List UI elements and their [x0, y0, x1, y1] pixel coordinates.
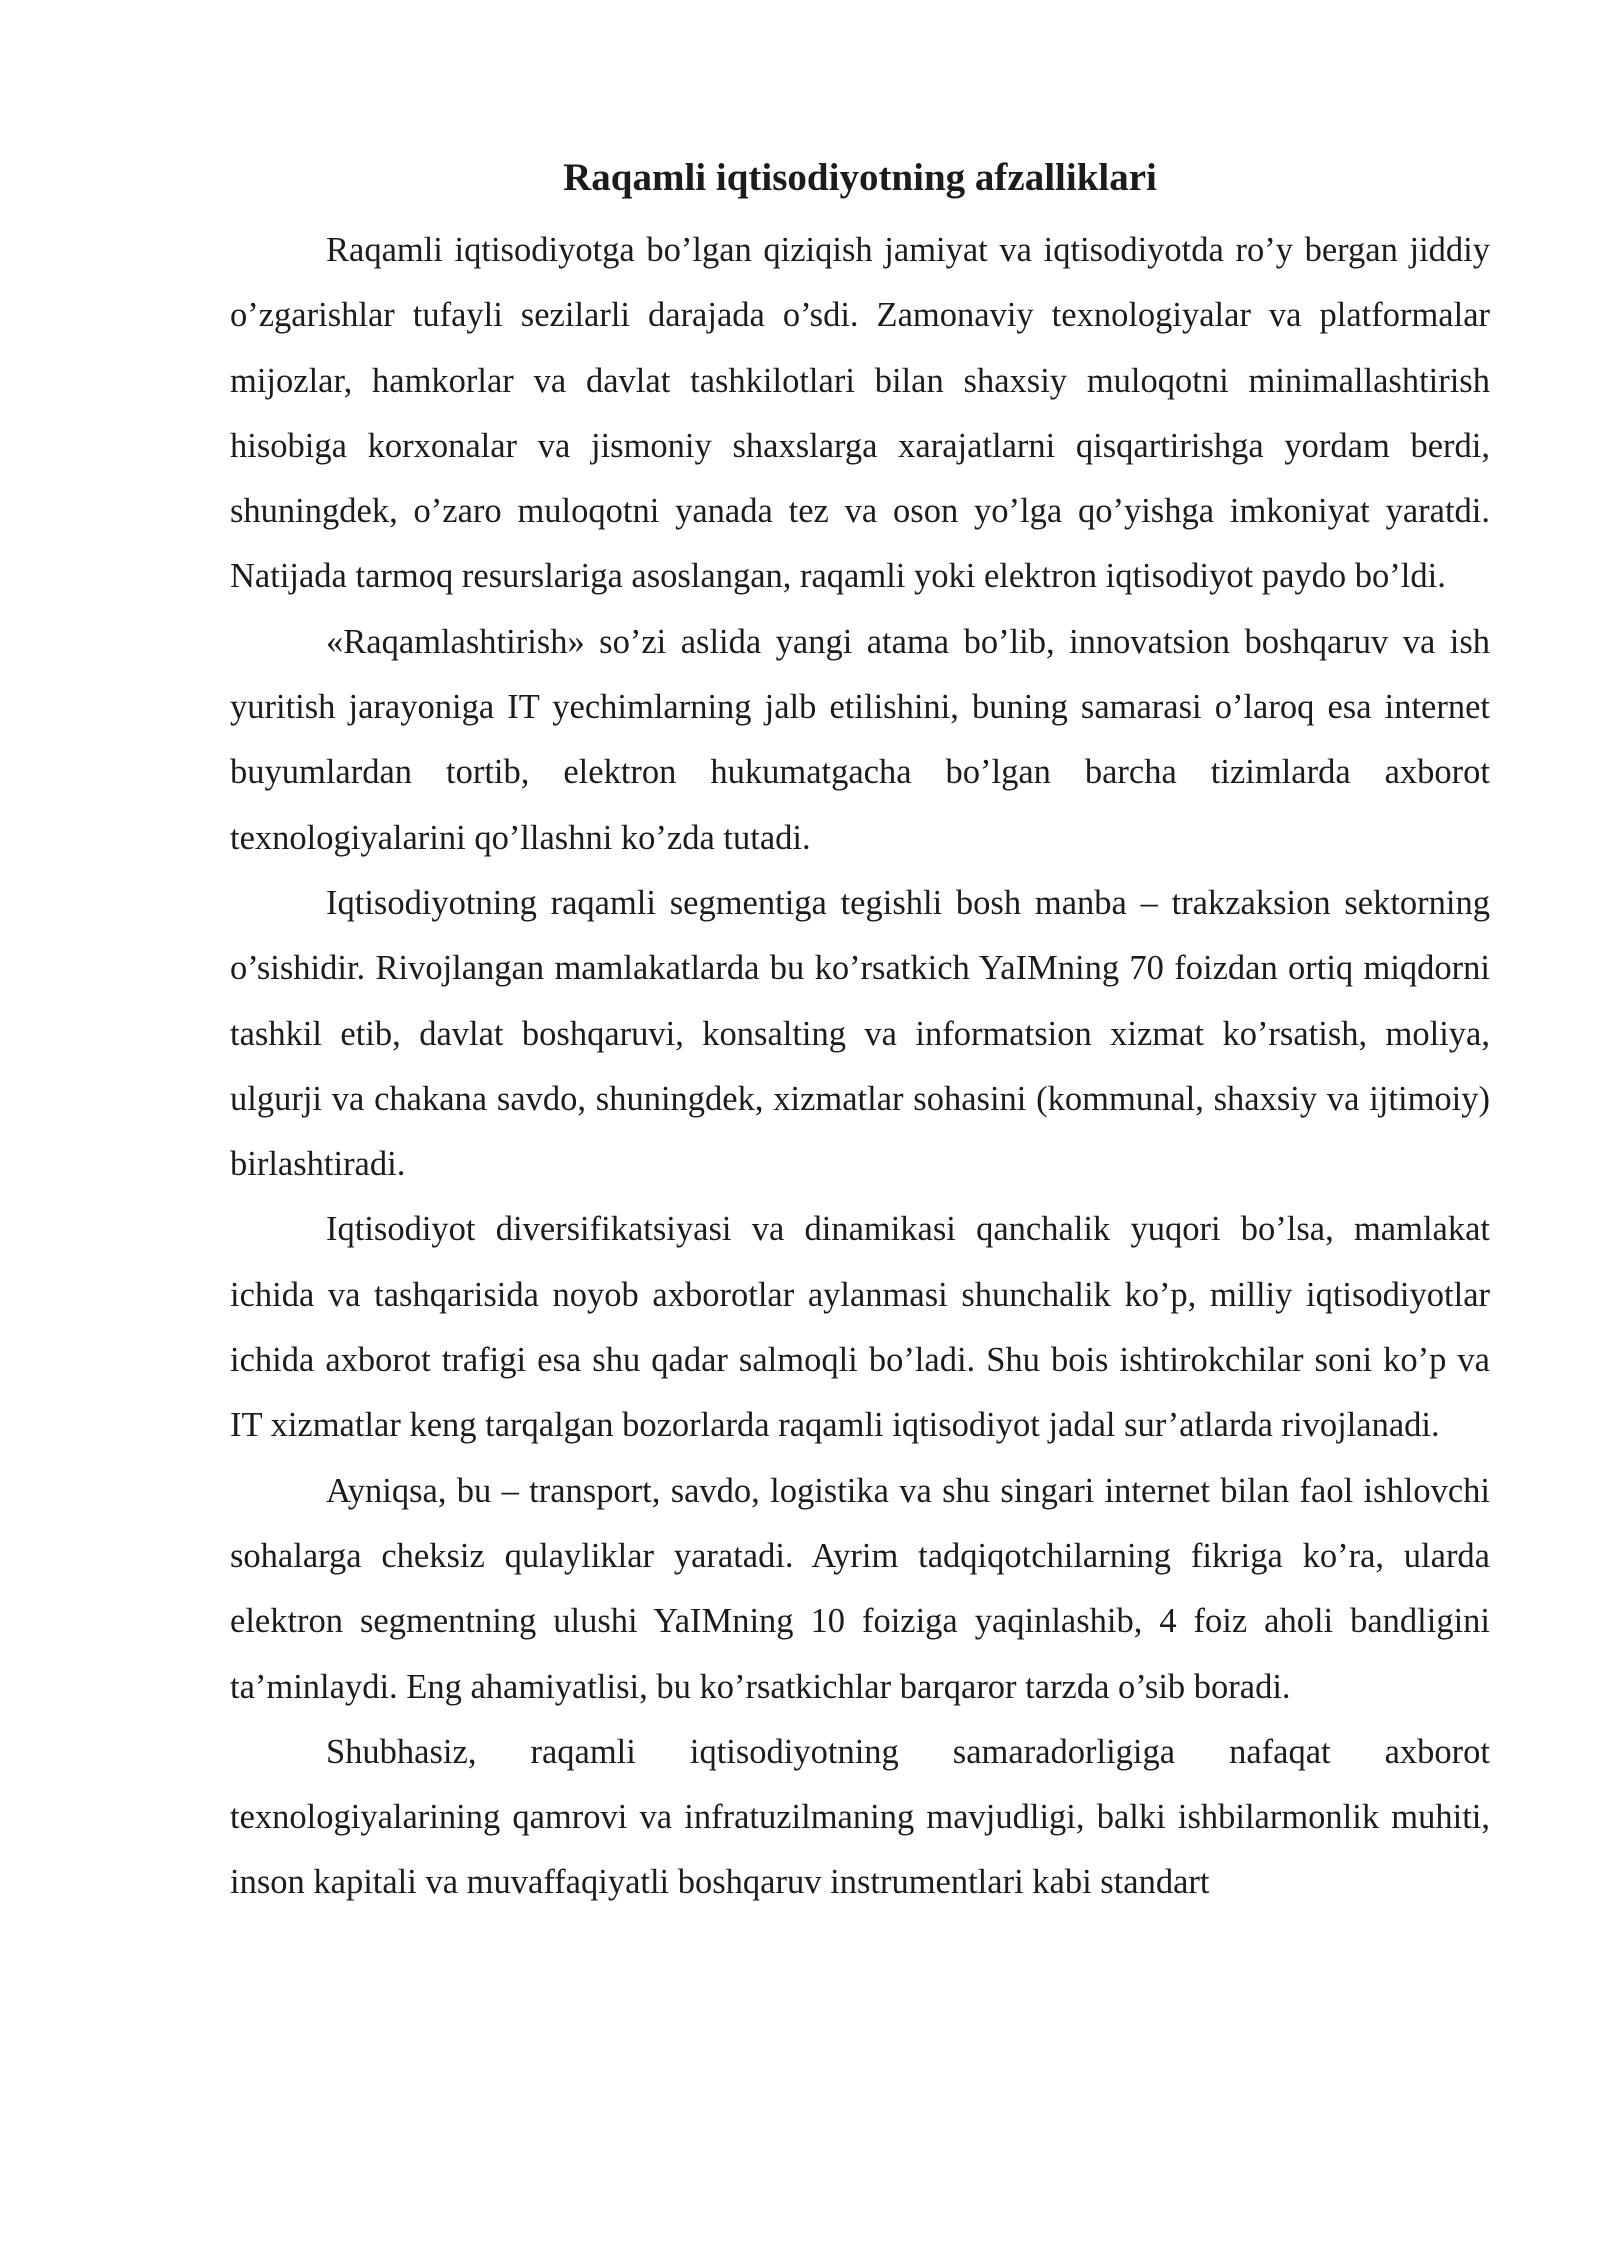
document-body: [230, 218, 1490, 1916]
paragraph-1: Raqamli iqtisodiyotga bo’lgan qiziqish jamiyat va iqtisodiyotda ro’y bergan jiddiy o’zgarishlar tufayli sezilarli darajada o’sdi. Zamonaviy texnologiyalar va platformalar mijozlar, hamkorlar va davlat tashkilotlari bilan shaxsiy muloqotni minimallashtirish hisobiga korxonalar va jismoniy shaxslarga xarajatlarni qisqartirishga yordam berdi, shuningdek, o’zaro muloqotni yanada tez va oson yo’lga qo’yishga imkoniyat yaratdi. Natijada tarmoq resurslariga asoslangan, raqamli yoki elektron iqtisodiyot paydo bo’ldi.: [230, 231, 1490, 596]
paragraph-6: Shubhasiz, raqamli iqtisodiyotning samaradorligiga nafaqat axborot texnologiyalarining qamrovi va infratuzilmaning mavjudligi, balki ishbilarmonlik muhiti, inson kapitali va muvaffaqiyatli boshqaruv instrumentlari kabi standart: [230, 1732, 1490, 1902]
paragraph-4: Iqtisodiyot diversifikatsiyasi va dinamikasi qanchalik yuqori bo’lsa, mamlakat ichida va tashqarisida noyob axborotlar aylanmasi shunchalik ko’p, milliy iqtisodiyotlar ichida axborot trafigi esa shu qadar salmoqli bo’ladi. Shu bois ishtirokchilar soni ko’p va IT xizmatlar keng tarqalgan bozorlarda raqamli iqtisodiyot jadal sur’atlarda rivojlanadi.: [230, 1210, 1490, 1445]
paragraph-2: «Raqamlashtirish» so’zi aslida yangi atama bo’lib, innovatsion boshqaruv va ish yuritish jarayoniga IT yechimlarning jalb etilishini, buning samarasi o’laroq esa internet buyumlardan tortib, elektron hukumatgacha bo’lgan barcha tizimlarda axborot texnologiyalarini qo’llashni ko’zda tutadi.: [230, 622, 1490, 857]
document-title: Raqamli iqtisodiyotning afzalliklari: [563, 156, 1157, 199]
paragraph-5: Ayniqsa, bu – transport, savdo, logistika va shu singari internet bilan faol ishlovchi sohalarga cheksiz qulayliklar yaratadi. Ayrim tadqiqotchilarning fikriga ko’ra, ularda elektron segmentning ulushi YaIMning 10 foiziga yaqinlashib, 4 foiz aholi bandligini ta’minlaydi. Eng ahamiyatlisi, bu ko’rsatkichlar barqaror tarzda o’sib boradi.: [230, 1471, 1490, 1706]
paragraph-3: Iqtisodiyotning raqamli segmentiga tegishli bosh manba – trakzaksion sektorning o’sishidir. Rivojlangan mamlakatlarda bu ko’rsatkich YaIMning 70 foizdan ortiq miqdorni tashkil etib, davlat boshqaruvi, konsalting va informatsion xizmat ko’rsatish, moliya, ulgurji va chakana savdo, shuningdek, xizmatlar sohasini (kommunal, shaxsiy va ijtimoiy) birlashtiradi.: [230, 883, 1490, 1184]
